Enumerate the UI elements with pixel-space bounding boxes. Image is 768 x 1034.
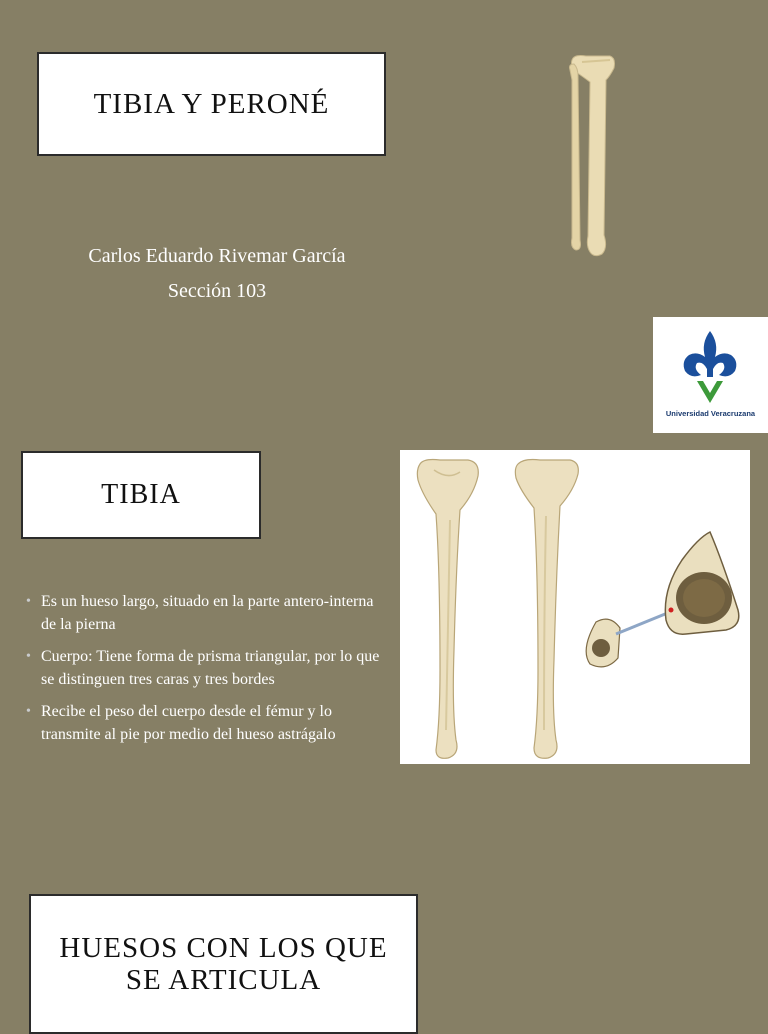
tibia-bullet-list: [26, 590, 386, 755]
list-item: • Recibe el peso del cuerpo desde el fémur y lo transmite al pie por medio del hueso astrágalo: [26, 700, 386, 746]
list-item: • Cuerpo: Tiene forma de prisma triangular, por lo que se distinguen tres caras y tres bordes: [26, 645, 386, 691]
fleur-de-lis-logo-icon: [653, 317, 768, 407]
universidad-veracruzana-logo: [653, 317, 768, 433]
slide-title-huesos-articula: [29, 894, 418, 1034]
author-section: Sección 103: [167, 280, 267, 302]
slide-title-tibia: [21, 451, 261, 539]
slide-title-text: TIBIA: [101, 479, 181, 510]
slide-title-text: TIBIA Y PERONÉ: [93, 87, 330, 120]
slide-title-tibia-y-perone: [37, 52, 386, 156]
author-name: Carlos Eduardo Rivemar García: [88, 245, 346, 267]
list-item: • Es un hueso largo, situado en la parte antero-interna de la pierna: [26, 590, 386, 636]
logo-label: Universidad Veracruzana: [665, 409, 756, 418]
slide-title-text: HUESOS CON LOS QUE SE ARTICULA: [59, 932, 388, 996]
tibia-fibula-illustration: [560, 50, 622, 260]
tibia-anatomy-image: [400, 450, 750, 764]
